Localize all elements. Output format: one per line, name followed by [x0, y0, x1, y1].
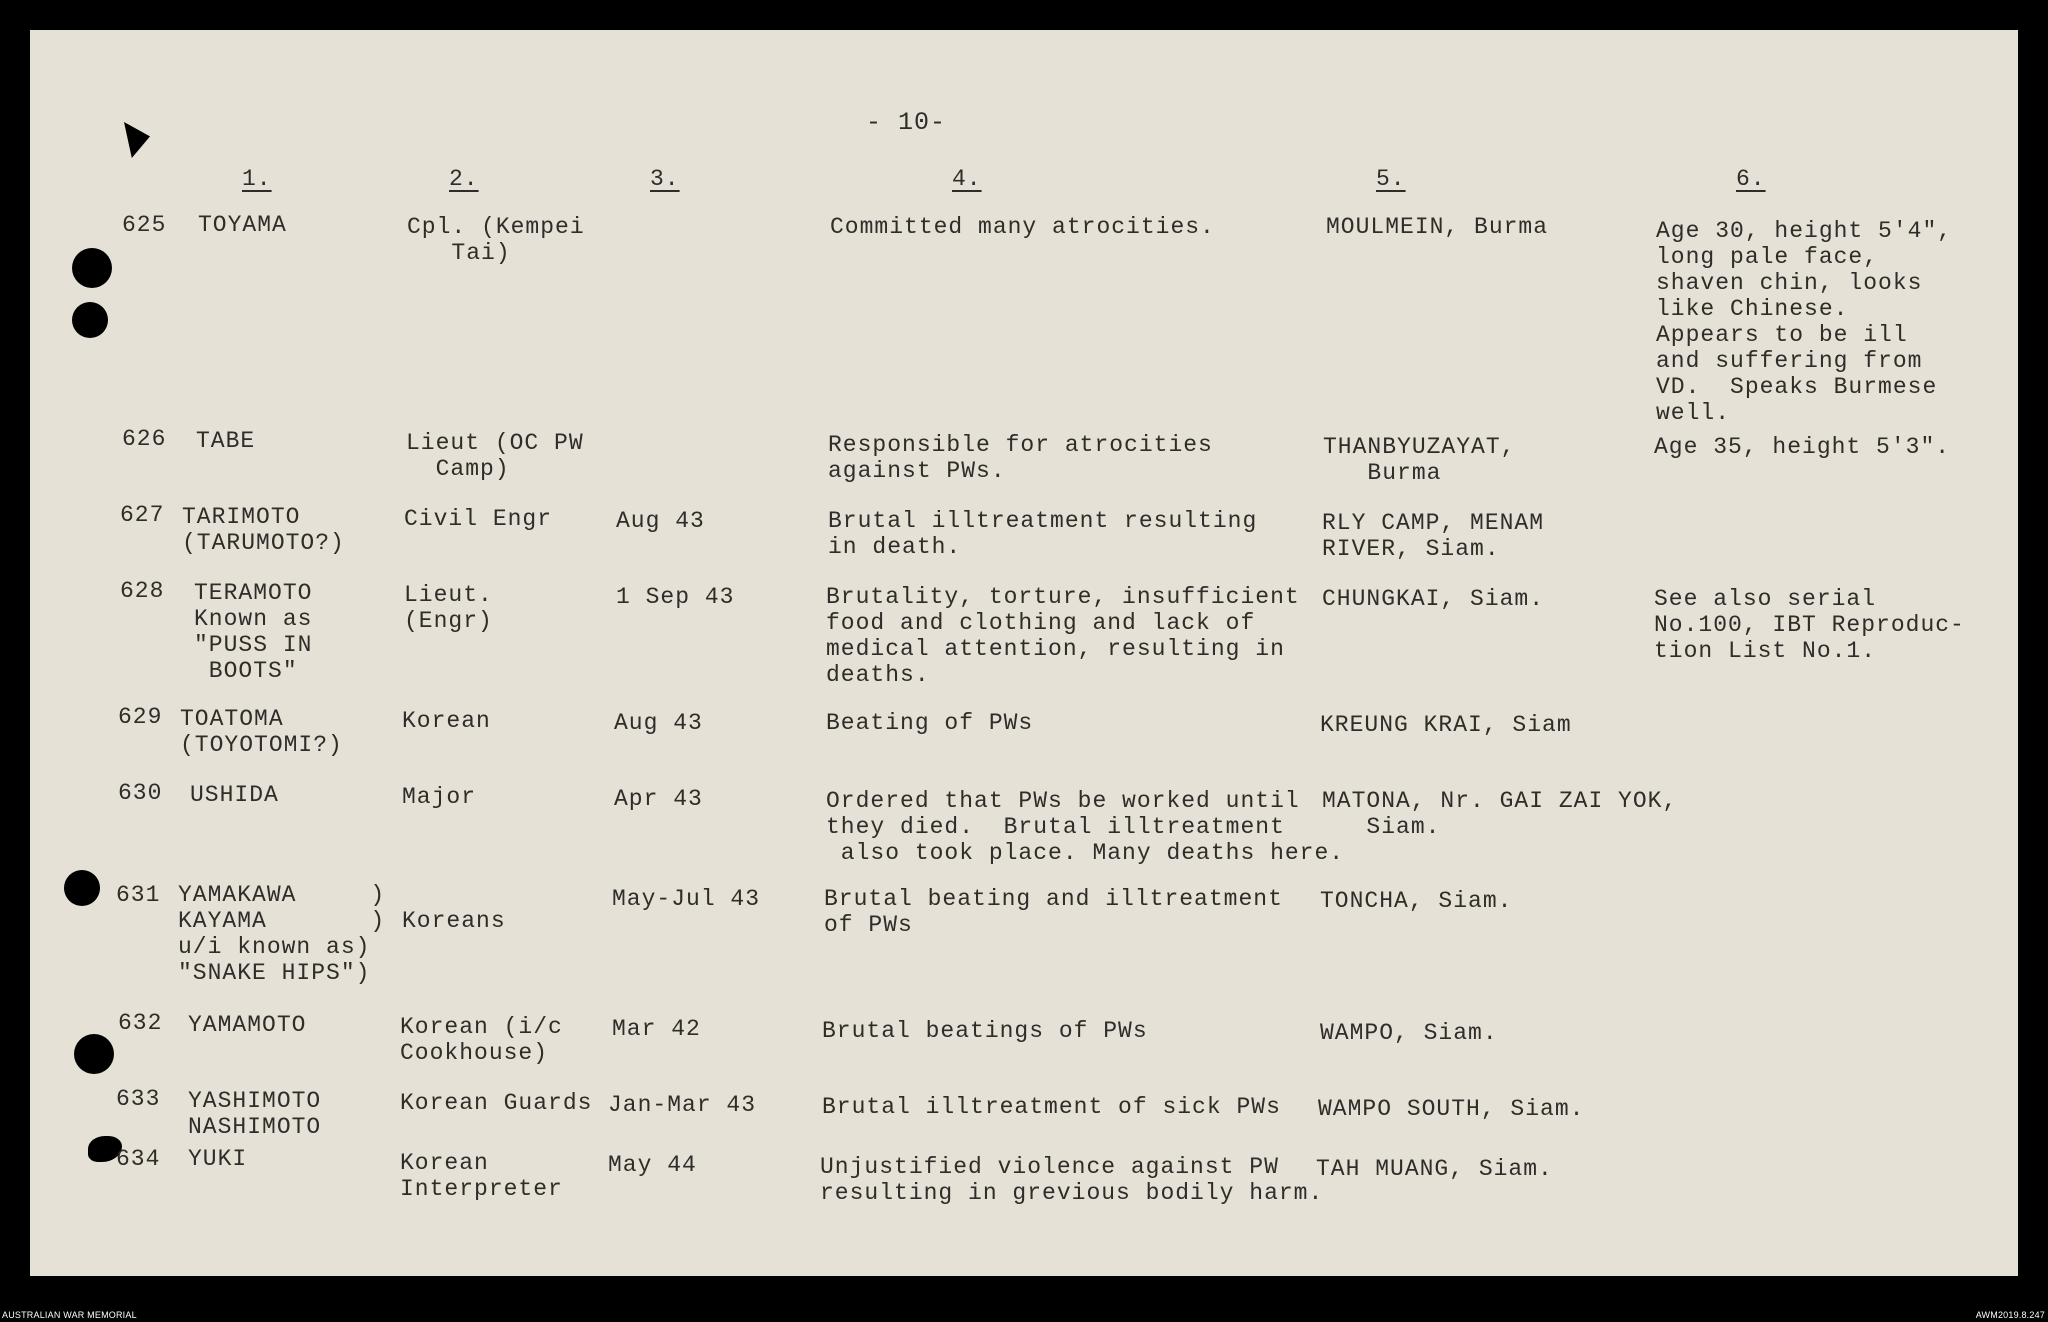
date-cell: Mar 42: [612, 1016, 701, 1042]
footer-accession-number: AWM2019.8.247: [1975, 1310, 2045, 1320]
date-cell: Aug 43: [614, 710, 703, 736]
serial-number: 627: [120, 502, 165, 528]
rank-cell: Korean: [402, 708, 491, 734]
name-cell: USHIDA: [190, 782, 279, 808]
place-cell: WAMPO, Siam.: [1320, 1020, 1498, 1046]
name-cell: TOATOMA (TOYOTOMI?): [180, 706, 343, 758]
torn-corner-mark: [124, 122, 150, 158]
place-cell: RLY CAMP, MENAM RIVER, Siam.: [1322, 510, 1545, 562]
rank-cell: Major: [402, 784, 477, 810]
column-header-5: 5.: [1376, 166, 1406, 192]
column-header-2: 2.: [449, 166, 479, 192]
page-number: - 10-: [866, 108, 947, 137]
serial-number: 634: [116, 1146, 161, 1172]
remarks-cell: Age 30, height 5'4", long pale face, shaven chin, looks like Chinese. Appears to be ill and suffering from VD. Speaks Burmese well.: [1656, 218, 1953, 426]
offence-cell: Committed many atrocities.: [830, 214, 1215, 240]
place-cell: THANBYUZAYAT, Burma: [1323, 434, 1516, 486]
column-header-1: 1.: [242, 166, 272, 192]
offence-cell: Brutal illtreatment of sick PWs: [822, 1094, 1281, 1120]
date-cell: Apr 43: [614, 786, 703, 812]
rank-cell: Cpl. (Kempei Tai): [407, 214, 585, 266]
offence-cell: Responsible for atrocities against PWs.: [828, 432, 1213, 484]
place-cell: KREUNG KRAI, Siam: [1320, 712, 1572, 738]
name-cell: TERAMOTO Known as "PUSS IN BOOTS": [194, 580, 313, 684]
serial-number: 625: [122, 212, 167, 238]
column-header-6: 6.: [1736, 166, 1766, 192]
column-header-4: 4.: [952, 166, 982, 192]
date-cell: Aug 43: [616, 508, 705, 534]
punch-hole: [72, 302, 108, 338]
document-page: [30, 30, 2018, 1276]
punch-hole: [72, 248, 112, 288]
rank-cell: Korean Guards: [400, 1090, 593, 1116]
offence-cell: Brutal illtreatment resulting in death.: [828, 508, 1258, 560]
date-cell: 1 Sep 43: [616, 584, 735, 610]
name-cell: TABE: [196, 428, 256, 454]
serial-number: 632: [118, 1010, 163, 1036]
rank-cell: Koreans: [402, 908, 506, 934]
column-header-3: 3.: [650, 166, 680, 192]
rank-cell: Civil Engr: [404, 506, 553, 532]
punch-hole: [74, 1034, 114, 1074]
name-cell: YUKI: [188, 1146, 248, 1172]
serial-number: 628: [120, 578, 165, 604]
serial-number: 630: [118, 780, 163, 806]
offence-cell: Ordered that PWs be worked until they died. Brutal illtreatment also took place. Many deaths here.: [826, 788, 1345, 866]
date-cell: May 44: [608, 1152, 697, 1178]
remarks-cell: See also serial No.100, IBT Reproduc- tion List No.1.: [1654, 586, 1965, 664]
name-cell: YASHIMOTO NASHIMOTO: [188, 1088, 322, 1140]
name-cell: TOYAMA: [198, 212, 287, 238]
offence-cell: Brutal beatings of PWs: [822, 1018, 1148, 1044]
name-cell: YAMAKAWA ) KAYAMA ) u/i known as) "SNAKE HIPS"): [178, 882, 386, 986]
place-cell: MATONA, Nr. GAI ZAI YOK, Siam.: [1322, 788, 1678, 840]
place-cell: MOULMEIN, Burma: [1326, 214, 1549, 240]
footer-source-label: AUSTRALIAN WAR MEMORIAL: [2, 1310, 137, 1320]
place-cell: TONCHA, Siam.: [1320, 888, 1513, 914]
rank-cell: Lieut. (Engr): [404, 582, 493, 634]
name-cell: TARIMOTO (TARUMOTO?): [182, 504, 345, 556]
rank-cell: Korean Interpreter: [400, 1150, 563, 1202]
place-cell: CHUNGKAI, Siam.: [1322, 586, 1545, 612]
place-cell: WAMPO SOUTH, Siam.: [1318, 1096, 1585, 1122]
date-cell: May-Jul 43: [612, 886, 761, 912]
serial-number: 633: [116, 1086, 161, 1112]
remarks-cell: Age 35, height 5'3".: [1654, 434, 1951, 460]
offence-cell: Unjustified violence against PW resulting in grevious bodily harm.: [820, 1154, 1324, 1206]
rank-cell: Lieut (OC PW Camp): [406, 430, 584, 482]
rank-cell: Korean (i/c Cookhouse): [400, 1014, 563, 1066]
serial-number: 631: [116, 882, 161, 908]
name-cell: YAMAMOTO: [188, 1012, 307, 1038]
offence-cell: Beating of PWs: [826, 710, 1034, 736]
punch-hole: [64, 870, 100, 906]
offence-cell: Brutality, torture, insufficient food and clothing and lack of medical attention, resulting in deaths.: [826, 584, 1300, 688]
serial-number: 626: [122, 426, 167, 452]
place-cell: TAH MUANG, Siam.: [1316, 1156, 1553, 1182]
offence-cell: Brutal beating and illtreatment of PWs: [824, 886, 1283, 938]
serial-number: 629: [118, 704, 163, 730]
date-cell: Jan-Mar 43: [608, 1092, 757, 1118]
